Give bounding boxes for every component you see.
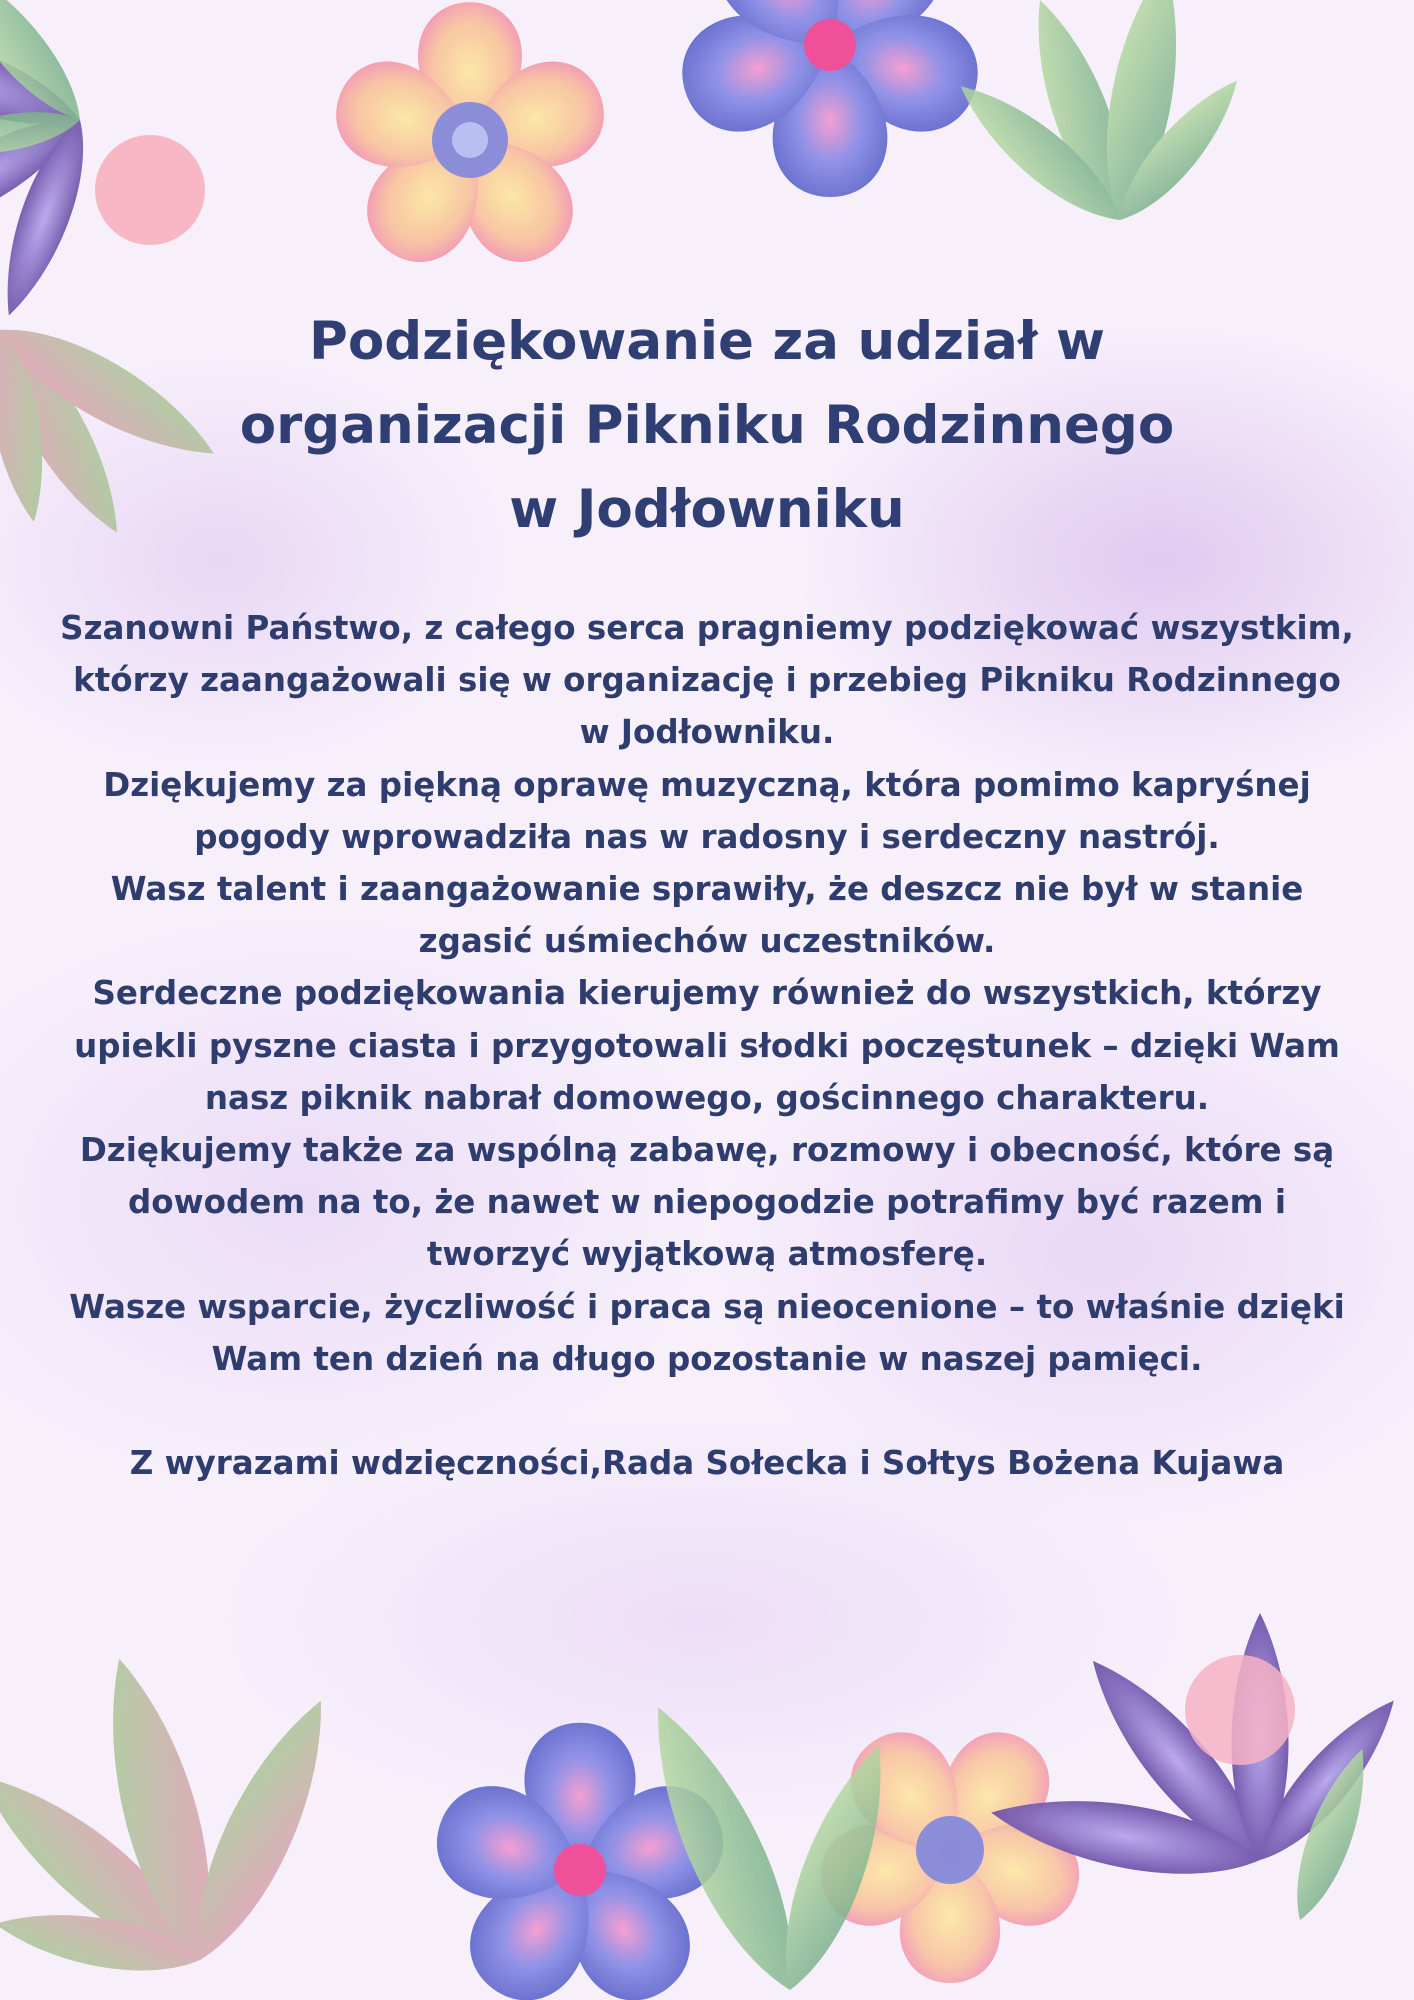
paragraph: Serdeczne podziękowania kierujemy również do wszystkich, którzy upiekli pyszne ciasta i przygotowali słodki poczęstunek – dzięki Wam nasz piknik nabrał domowego, gościnnego charakteru. [74,974,1340,1117]
paragraph: Wasze wsparcie, życzliwość i praca są nieocenione – to właśnie dzięki Wam ten dzień na długo pozostanie w naszej pamięci. [69,1287,1345,1378]
flower-icon [668,0,993,197]
letter-body [60,602,1354,1385]
leaf-cluster-icon [945,0,1253,238]
paragraph: Wasz talent i zaangażowanie sprawiły, że deszcz nie był w stanie zgasić uśmiechów uczestników. [110,870,1304,961]
leaf-cluster-icon [0,0,205,324]
leaf-cluster-icon [0,1649,351,1985]
closing-signature: Z wyrazami wdzięczności,Rada Sołecka i Sołtys Bożena Kujawa [129,1444,1285,1483]
flower-icon [323,2,617,282]
paragraph: Dziękujemy za piękną oprawę muzyczną, która pomimo kapryśnej pogody wprowadziła nas w radosny i serdeczny nastrój. [103,765,1311,856]
paragraph: Dziękujemy także za wspólną zabawę, rozmowy i obecność, które są dowodem na to, że nawet w niepogodzie potrafimy być razem i tworzyć wyjątkową atmosferę. [79,1131,1335,1274]
letter-content [60,300,1354,1489]
page-title: Podziękowanie za udział w organizacji Pikniku Rodzinnego w Jodłowniku [239,311,1175,540]
paragraph: Szanowni Państwo, z całego serca pragniemy podziękować wszystkim, którzy zaangażowali się w organizację i przebieg Pikniku Rodzinnego w Jodłowniku. [60,609,1354,752]
